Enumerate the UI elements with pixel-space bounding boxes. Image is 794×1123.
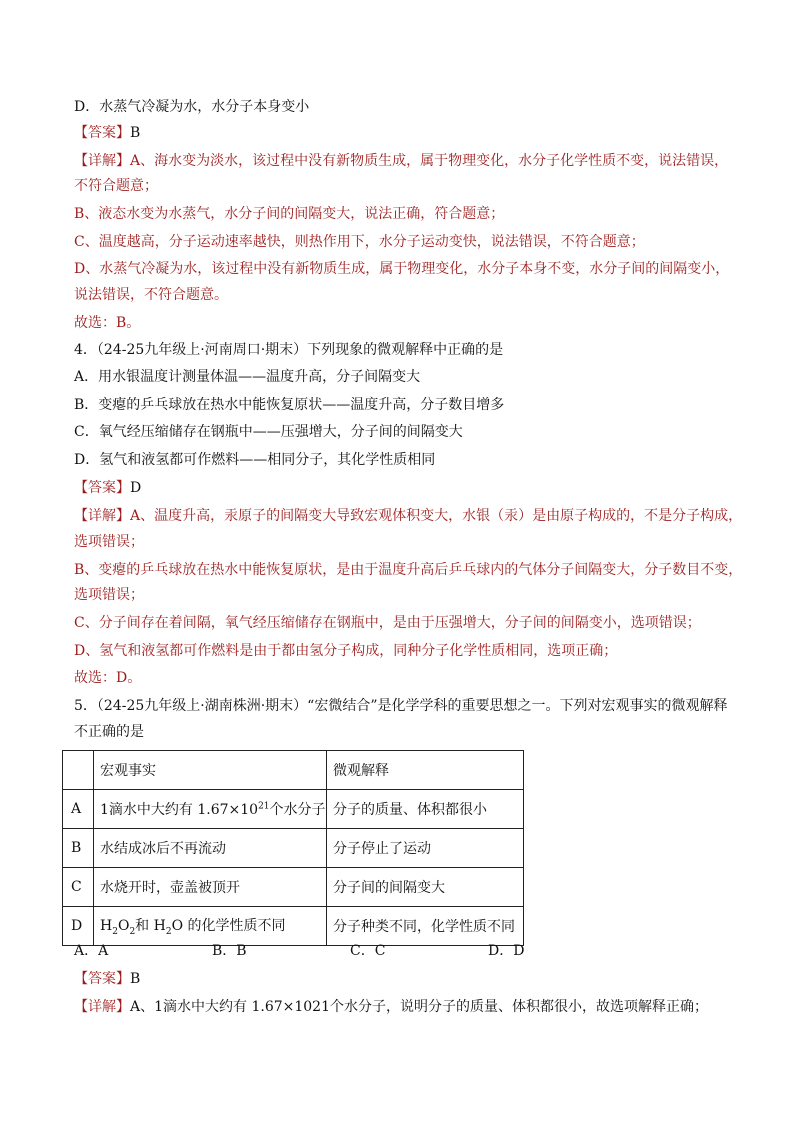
table-row	[63, 907, 524, 946]
detail-text: A、温度升高，汞原子的间隔变大导致宏观体积变大，水银（汞）是由原子构成的，不是分子构成，	[130, 508, 743, 524]
formula-part: H	[100, 918, 113, 935]
detail-tag: 【详解】	[74, 153, 130, 169]
q5-stem-line1: 5．（24-25九年级上·湖南株洲·期末）“宏微结合”是化学学科的重要思想之一。下列对宏观事实的微观解释	[74, 698, 728, 714]
q4-stem: 4．（24-25九年级上·河南周口·期末）下列现象的微观解释中正确的是	[74, 342, 504, 358]
table-header-explanation: 微观解释	[327, 751, 524, 790]
fact-text: 1滴水中大约有 1.67×10	[100, 802, 259, 818]
facts-table	[62, 750, 524, 946]
fact-exponent: 21	[258, 801, 270, 812]
formula-subscript: 2	[129, 926, 136, 937]
q4-detail-b-line1: B、变瘪的乒乓球放在热水中能恢复原状，是由于温度升高后乒乓球内的气体分子间隔变大，分子数目不变，	[74, 562, 743, 578]
q3-detail-d-line2: 说法错误，不符合题意。	[74, 287, 228, 303]
q3-detail-a-line1	[74, 151, 728, 171]
table-row	[63, 829, 524, 868]
q5-choice-b: B．B	[212, 943, 247, 959]
table-header-row	[63, 751, 524, 790]
row-explanation: 分子的质量、体积都很小	[327, 790, 524, 829]
answer-tag: 【答案】	[74, 971, 130, 987]
table-header-fact: 宏观事实	[94, 751, 327, 790]
q4-detail-a-line2: 选项错误；	[74, 534, 144, 550]
row-key: D	[63, 907, 94, 946]
q4-detail-c: C、分子间存在着间隔，氧气经压缩储存在钢瓶中，是由于压强增大，分子间的间隔变小，选项错误；	[74, 615, 701, 631]
detail-text: A、海水变为淡水，该过程中没有新物质生成，属于物理变化，水分子化学性质不变，说法错误，	[130, 153, 729, 169]
q4-option-b: B．变瘪的乒乓球放在热水中能恢复原状——温度升高，分子数目增多	[74, 397, 505, 413]
answer-tag: 【答案】	[74, 125, 130, 141]
row-explanation: 分子停止了运动	[327, 829, 524, 868]
q3-detail-b: B、液态水变为水蒸气，水分子间的间隔变大，说法正确，符合题意；	[74, 206, 505, 222]
row-explanation: 分子种类不同，化学性质不同	[327, 907, 524, 946]
row-fact: 水结成冰后不再流动	[94, 829, 327, 868]
q5-stem-line2: 不正确的是	[74, 724, 144, 740]
q3-detail-d-line1: D、水蒸气冷凝为水，该过程中没有新物质生成，属于物理变化，水分子本身不变，水分子间的间隔变小，	[74, 261, 730, 277]
formula-subscript: 2	[112, 926, 118, 937]
q4-detail-d: D、氢气和液氢都可作燃料是由于都由氢分子构成，同种分子化学性质相同，选项正确；	[74, 643, 618, 659]
answer-value: B	[130, 971, 141, 987]
q3-detail-a-line2: 不符合题意；	[74, 178, 158, 194]
detail-text: A、1滴水中大约有 1.67×1021个水分子，说明分子的质量、体积都很小，故选项解释正确；	[130, 999, 708, 1015]
row-key: C	[63, 868, 94, 907]
table-row	[63, 790, 524, 829]
answer-value: D	[130, 480, 142, 496]
row-key: A	[63, 790, 94, 829]
q4-option-a: A．用水银温度计测量体温——温度升高，分子间隔变大	[74, 369, 421, 385]
detail-tag: 【详解】	[74, 999, 130, 1015]
q4-option-d: D．氢气和液氢都可作燃料——相同分子，其化学性质相同	[74, 452, 436, 468]
formula-part: 和 H	[135, 918, 166, 935]
detail-tag: 【详解】	[74, 508, 130, 524]
q4-detail-b-line2: 选项错误；	[74, 587, 144, 603]
row-fact	[94, 907, 327, 946]
row-key: B	[63, 829, 94, 868]
row-explanation: 分子间的间隔变大	[327, 868, 524, 907]
q3-conclusion: 故选：B。	[74, 315, 141, 331]
fact-text-tail: 个水分子	[269, 802, 326, 818]
formula-subscript: 2	[165, 926, 172, 937]
table-header-key	[63, 751, 94, 790]
q3-option-d: D．水蒸气冷凝为水，水分子本身变小	[74, 99, 310, 115]
q5-detail-a	[74, 997, 708, 1017]
q5-choice-a: A．A	[74, 943, 109, 959]
answer-value: B	[130, 125, 141, 141]
row-fact: 水烧开时，壶盖被顶开	[94, 868, 327, 907]
q5-choice-c: C．C	[350, 943, 386, 959]
answer-tag: 【答案】	[74, 480, 130, 496]
formula-part: O	[117, 918, 130, 935]
q3-detail-c: C、温度越高，分子运动速率越快，则热作用下，水分子运动变快，说法错误，不符合题意；	[74, 234, 645, 250]
q4-answer-line	[74, 478, 141, 498]
q4-detail-a-line1	[74, 506, 742, 526]
table-row	[63, 868, 524, 907]
formula-part: O 的化学性质不同	[171, 918, 286, 935]
q3-answer-line	[74, 123, 140, 143]
q5-answer-line	[74, 969, 140, 989]
q5-choice-d: D．D	[488, 943, 525, 959]
row-fact	[94, 790, 327, 829]
q4-conclusion: 故选：D。	[74, 670, 142, 686]
q4-option-c: C．氧气经压缩储存在钢瓶中——压强增大，分子间的间隔变大	[74, 424, 463, 440]
